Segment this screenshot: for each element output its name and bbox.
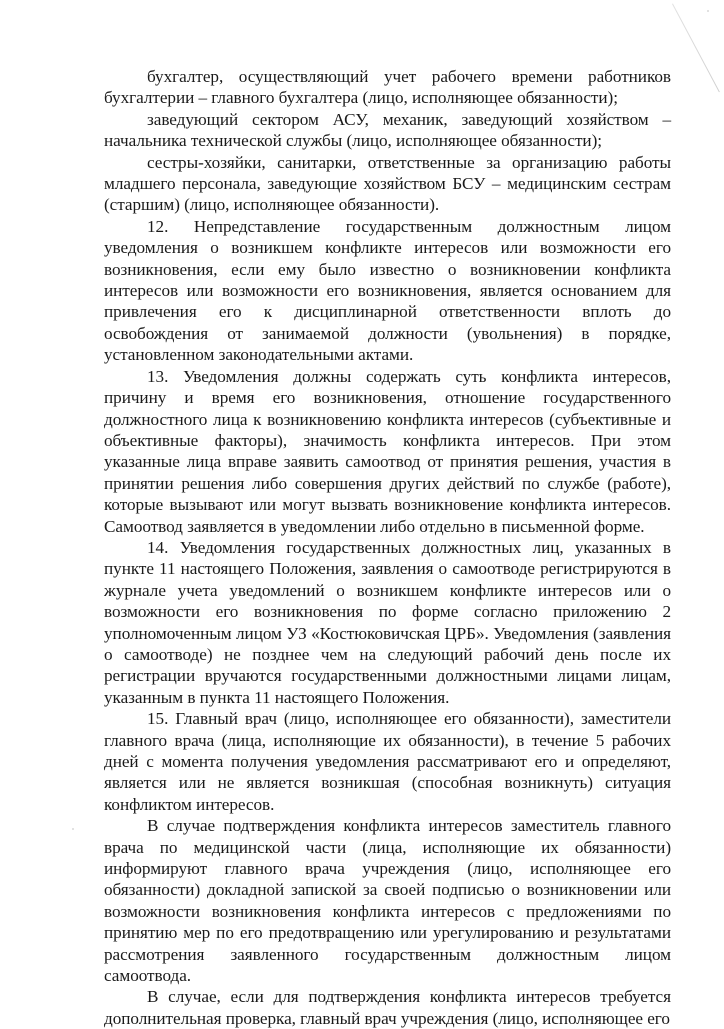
scan-artifact-line [672,4,720,93]
paragraph-asu-sector: заведующий сектором АСУ, механик, заведующий хозяйством – начальника технической службы (лицо, исполняющее обязанности); [104,109,671,151]
paragraph-item-14: 14. Уведомления государственных должностных лиц, указанных в пункте 11 настоящего Положения, заявления о самоотводе регистрируются в журнале учета уведомлений о возникшем конфликте интересов или о возможности его возникновения по форме согласно приложению 2 уполномоченным лицом УЗ «Костюковичская ЦРБ». Уведомления (заявления о самоотводе) не позднее чем на следующий рабочий день после их регистрации вручаются государственными должностными лицами лицам, указанным в пункта 11 настоящего Положения. [104,537,671,707]
paragraph-item-15: 15. Главный врач (лицо, исполняющее его обязанности), заместители главного врача (лица, исполняющие их обязанности), в течение 5 рабочих дней с момента получения уведомления рассматривают его и определяют, является или не является возникшая (способная возникнуть) ситуация конфликтом интересов. [104,709,671,814]
paragraph-item-12: 12. Непредставление государственным должностным лицом уведомления о возникшем конфликте интересов или возможности его возникновения, если ему было известно о возникновении конфликта интересов или возможности его возникновения, является основанием для привлечения его к дисциплинарной ответственности вплоть до освобождения от занимаемой должности (увольнения) в порядке, установленном законодательными актами. [104,216,671,365]
paragraph-item-13: 13. Уведомления должны содержать суть конфликта интересов, причину и время его возникновения, отношение государственного должностного лица к возникновению конфликта интересов (субъективные и объективные факторы), значимость конфликта интересов. При этом указанные лица вправе заявить самоотвод от принятия решения, участия в принятии решения либо совершения других действий по службе (работе), которые вызывают или могут вызвать возникновение конфликта интересов. Самоотвод заявляется в уведомлении либо отдельно в письменной форме. [104,366,671,536]
paragraph-accountant: бухгалтер, осуществляющий учет рабочего времени работников бухгалтерии – главного бухгалтера (лицо, исполняющее обязанности); [104,67,671,108]
paragraph-confirmation: В случае подтверждения конфликта интересов заместитель главного врача по медицинской части (лица, исполняющие их обязанности) информируют главного врача учреждения (лицо, исполняющее его обязанности) докладной запиской за своей подписью о возникновении или возможности возникновения конфликта интересов с предложениями по принятию мер по его предотвращению или урегулированию и результатами рассмотрения заявленного государственным должностным лицом самоотвода. [104,816,671,986]
document-page [104,66,671,1029]
paragraph-additional-check: В случае, если для подтверждения конфликта интересов требуется дополнительная проверка, главный врач учреждения (лицо, исполняющее его [104,987,671,1028]
scan-artifact-dot [72,828,74,830]
paragraph-housekeepers: сестры-хозяйки, санитарки, ответственные за организацию работы младшего персонала, заведующие хозяйством БСУ – медицинским сестрам (старшим) (лицо, исполняющее обязанности). [104,152,671,215]
scan-artifact-dot [707,10,709,12]
